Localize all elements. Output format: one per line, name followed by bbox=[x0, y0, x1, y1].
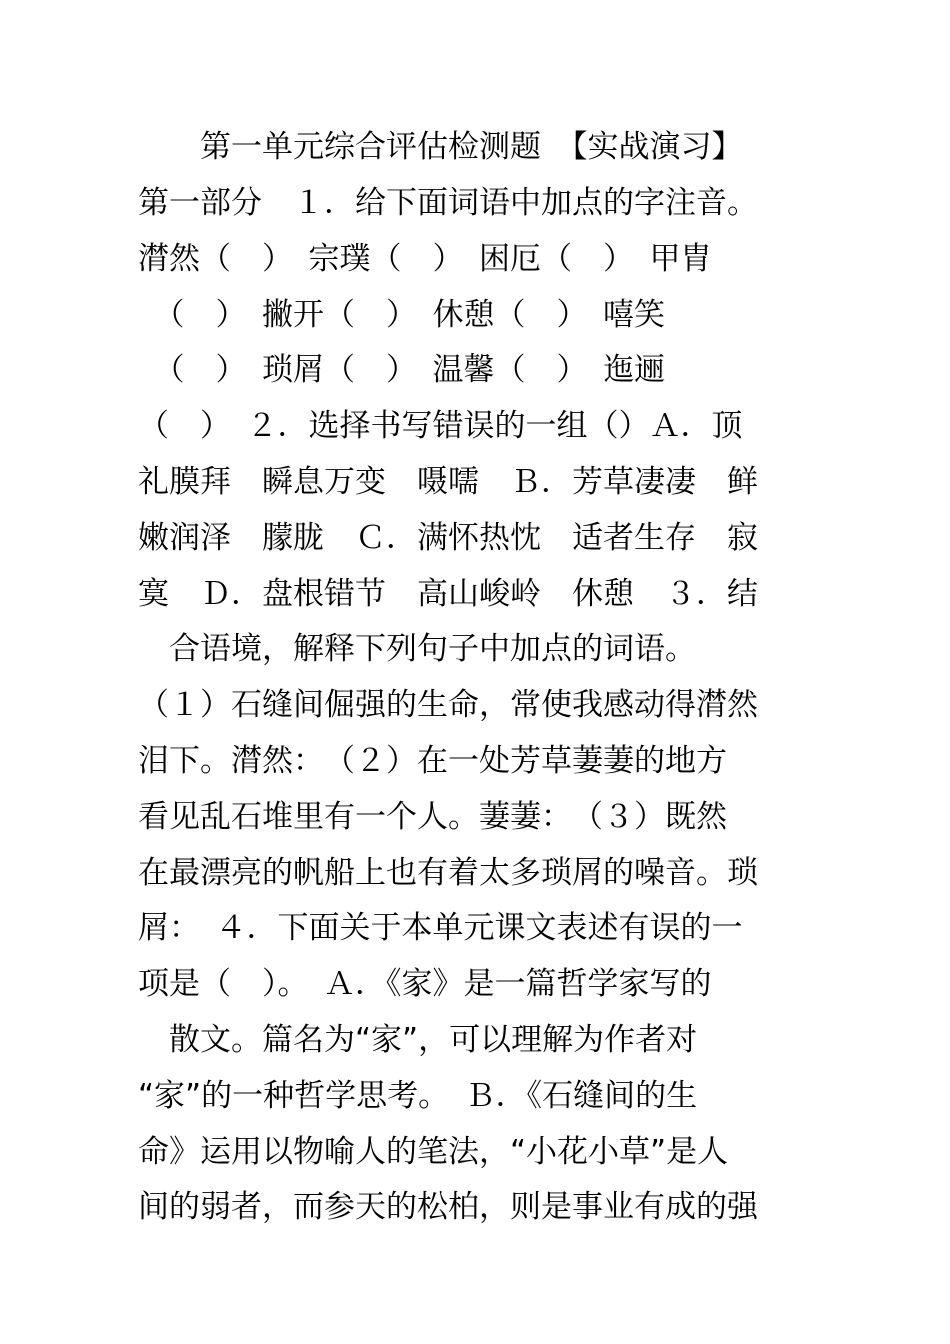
doc-line: 潸然（ ） 宗璞（ ） 困厄（ ） 甲胄 bbox=[138, 241, 712, 277]
doc-line-title: 第一单元综合评估检测题 【实战演习】 bbox=[138, 129, 743, 165]
doc-line: 泪下。潸然： （２）在一处芳草萋萋的地方 bbox=[138, 743, 727, 779]
doc-line: 寞 Ｄ．盘根错节 高山峻岭 休憩 ３．结 bbox=[138, 576, 758, 612]
doc-line: 间的弱者，而参天的松柏，则是事业有成的强 bbox=[138, 1189, 758, 1225]
doc-line: （ ） 撇开（ ） 休憩（ ） 嘻笑 bbox=[138, 297, 665, 333]
doc-line: 看见乱石堆里有一个人。萋萋： （３）既然 bbox=[138, 799, 727, 835]
doc-line: 嫩润泽 朦胧 Ｃ．满怀热忱 适者生存 寂 bbox=[138, 520, 758, 556]
doc-line: 礼膜拜 瞬息万变 嗫嚅 Ｂ．芳草凄凄 鲜 bbox=[138, 464, 758, 500]
doc-line: 第一部分 １．给下面词语中加点的字注音。 bbox=[138, 185, 758, 221]
doc-line: 散文。篇名为“家”，可以理解为作者对 bbox=[138, 1022, 698, 1058]
doc-line: 项是（ ）。 Ａ．《家》是一篇哲学家写的 bbox=[138, 966, 712, 1002]
doc-line: 合语境，解释下列句子中加点的词语。 bbox=[138, 631, 696, 667]
doc-line: “家”的一种哲学思考。 Ｂ．《石缝间的生 bbox=[138, 1078, 698, 1114]
doc-line: （ ） ２．选择书写错误的一组（）Ａ．顶 bbox=[138, 408, 743, 444]
doc-line: （１）石缝间倔强的生命，常使我感动得潸然 bbox=[138, 687, 758, 723]
doc-line: 在最漂亮的帆船上也有着太多琐屑的噪音。琐 bbox=[138, 855, 758, 891]
doc-line: （ ） 琐屑（ ） 温馨（ ） 迤逦 bbox=[138, 352, 665, 388]
doc-line: 命》运用以物喻人的笔法，“小花小草”是人 bbox=[138, 1134, 729, 1170]
doc-line: 屑： ４．下面关于本单元课文表述有误的一 bbox=[138, 910, 743, 946]
